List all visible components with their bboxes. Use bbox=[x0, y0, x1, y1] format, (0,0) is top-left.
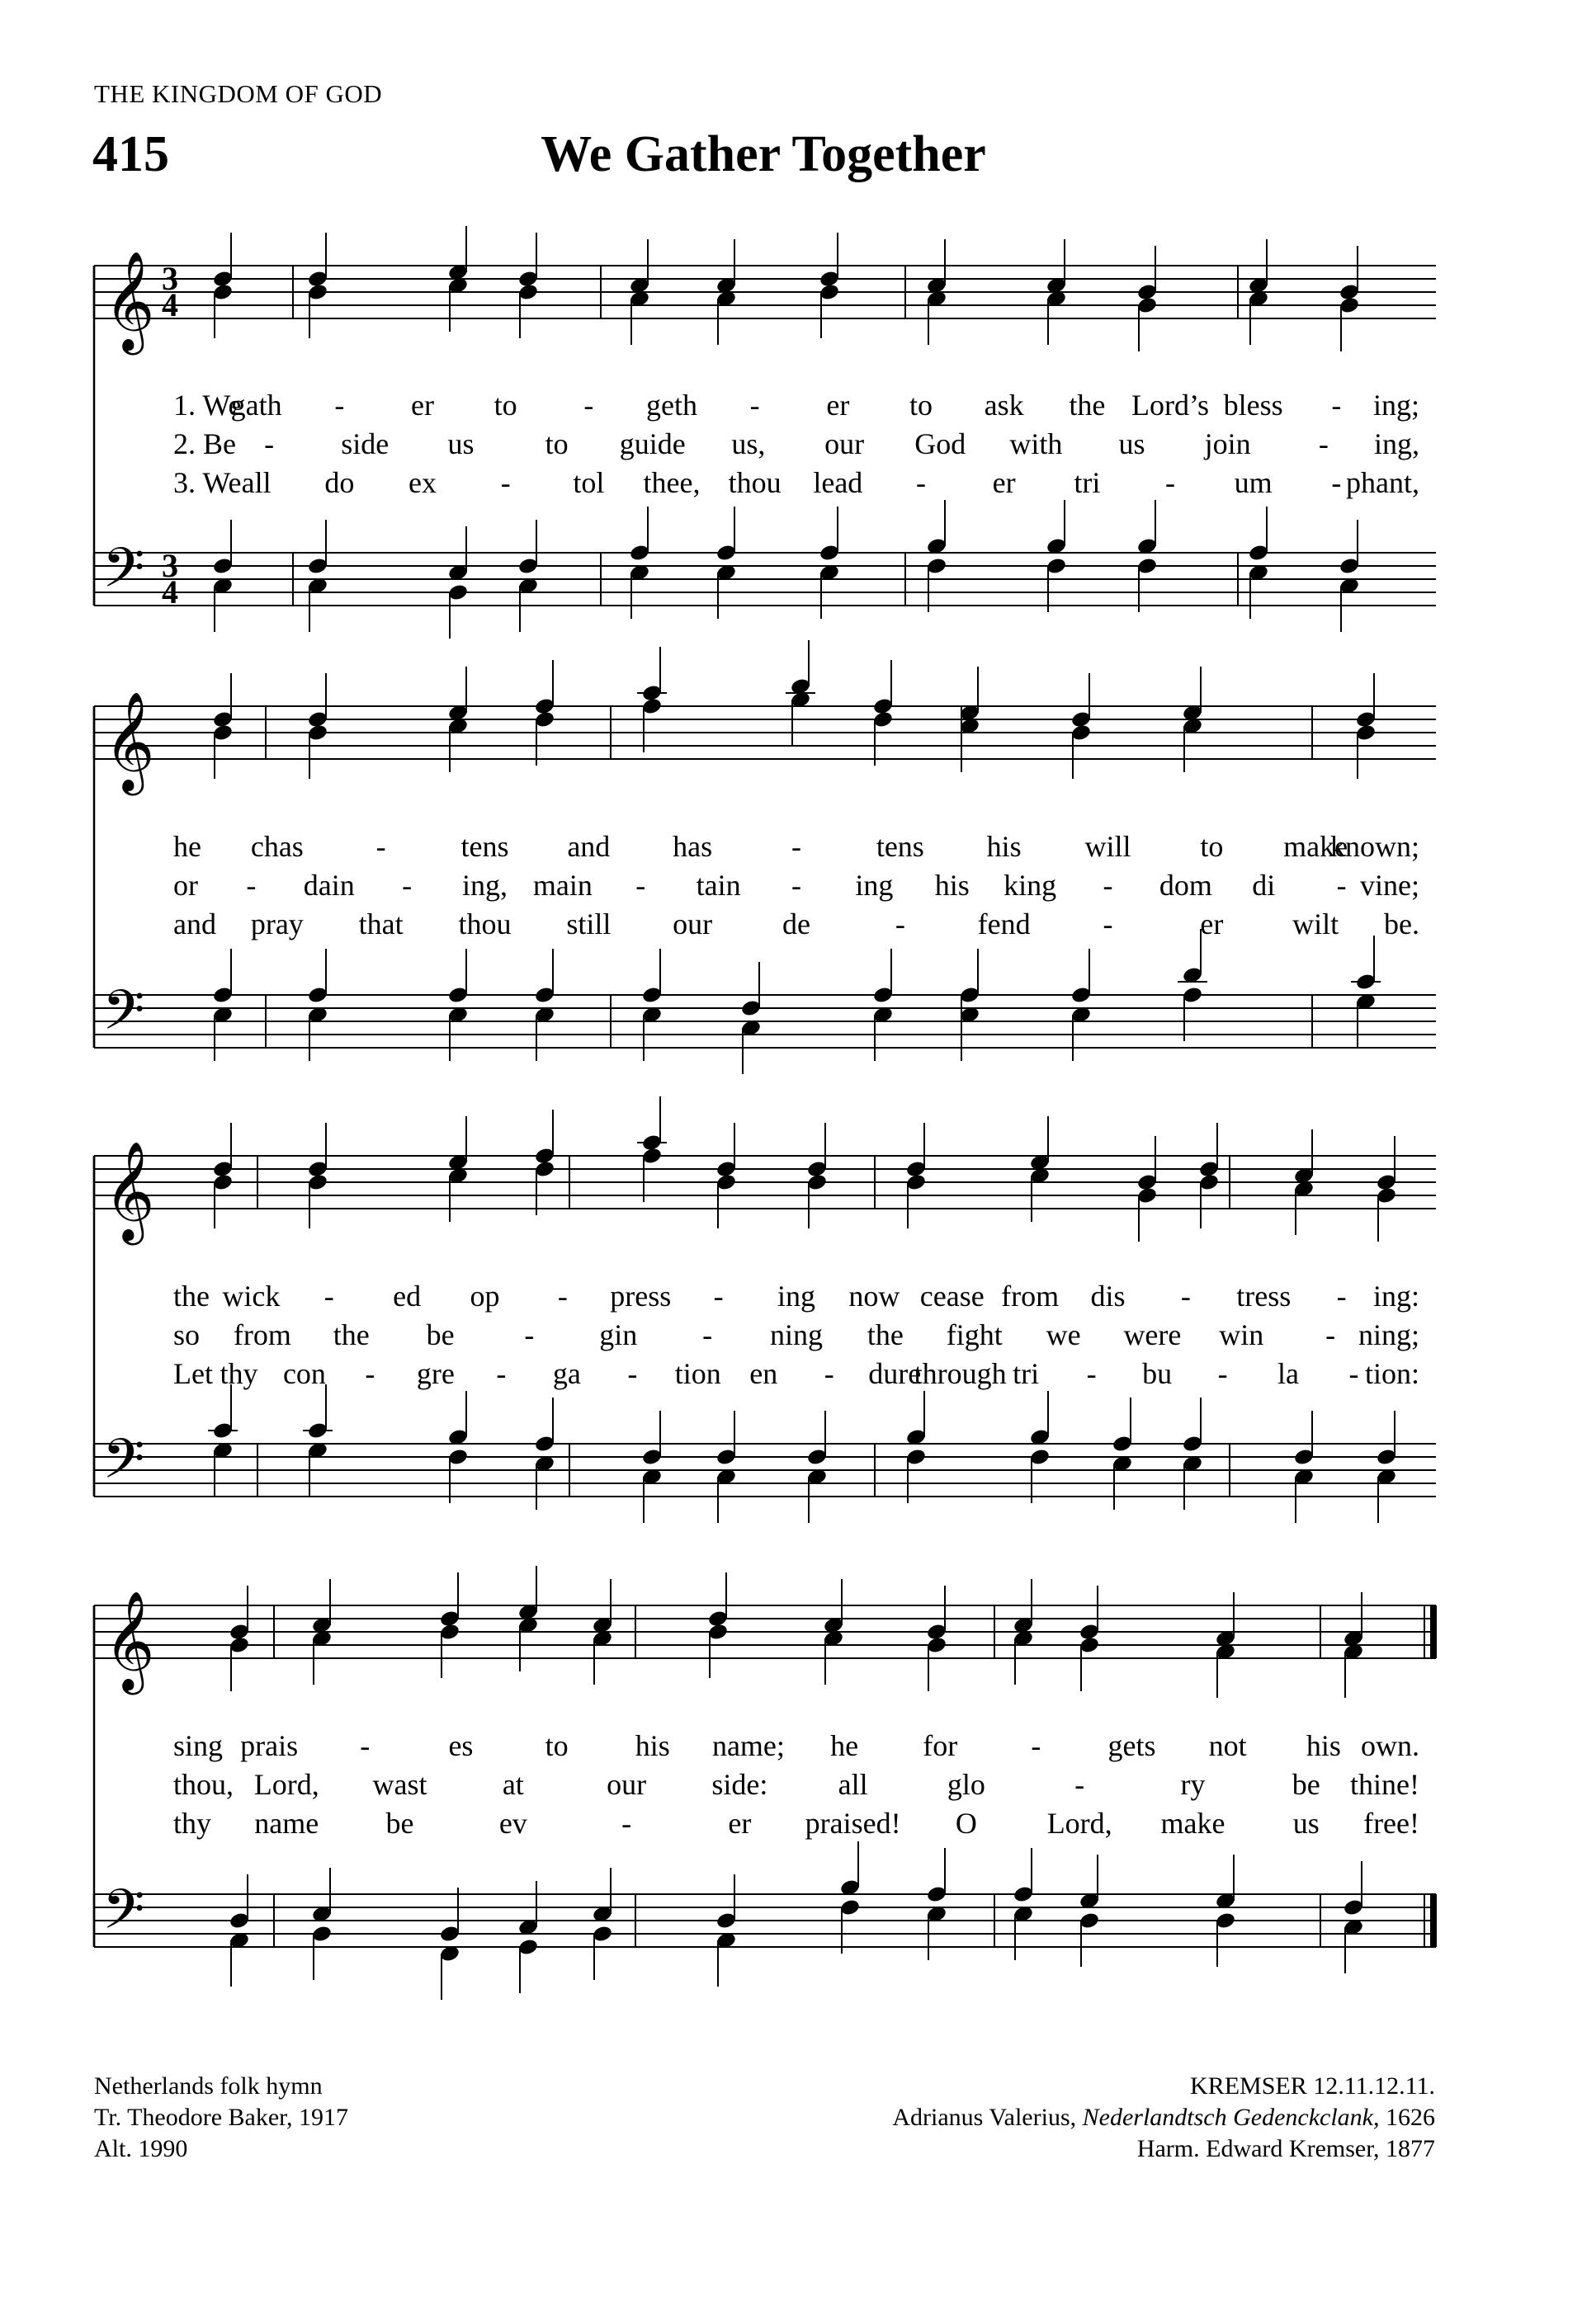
lyric-syllable: wast bbox=[372, 1768, 427, 1801]
credit-harmonizer: Harm. Edward Kremser, 1877 bbox=[1136, 2135, 1435, 2162]
credits-right bbox=[892, 2071, 1435, 2165]
lyric-syllable: Lord’s bbox=[1131, 389, 1209, 422]
lyric-hyphen: - bbox=[916, 466, 926, 499]
lyric-syllable: con bbox=[282, 1357, 326, 1390]
lyric-syllable: join bbox=[1204, 427, 1251, 460]
lyric-syllable: gets bbox=[1107, 1729, 1156, 1762]
lyric-syllable: tion: bbox=[1364, 1357, 1419, 1390]
lyric-syllable: dure bbox=[868, 1357, 922, 1390]
lyric-syllable: tress bbox=[1236, 1280, 1292, 1313]
lyric-syllable: not bbox=[1208, 1729, 1247, 1762]
lyric-hyphen: - bbox=[496, 1357, 507, 1390]
lyric-syllable: glo bbox=[947, 1768, 985, 1801]
lyric-syllable: cease bbox=[919, 1280, 985, 1313]
lyric-syllable: thou bbox=[728, 466, 782, 499]
lyric-syllable: win bbox=[1219, 1318, 1264, 1351]
hymn-title: We Gather Together bbox=[541, 126, 986, 182]
lyric-syllable: er bbox=[992, 466, 1016, 499]
lyric-syllable: make bbox=[1283, 830, 1348, 863]
lyric-syllable: will bbox=[1084, 830, 1131, 863]
treble-clef: 𝄞 bbox=[104, 695, 155, 790]
lyric-syllable: do bbox=[324, 466, 355, 499]
treble-clef: 𝄞 bbox=[104, 1144, 155, 1239]
credits-left bbox=[94, 2071, 348, 2165]
lyric-syllable: tens bbox=[460, 830, 509, 863]
lyric-syllable: and bbox=[173, 907, 216, 940]
lyric-syllable: free! bbox=[1363, 1807, 1419, 1840]
lyric-syllable: now bbox=[848, 1280, 900, 1313]
lyric-syllable: ing, bbox=[1373, 427, 1419, 460]
lyric-syllable: known; bbox=[1330, 830, 1419, 863]
lyric-syllable: thine! bbox=[1350, 1768, 1419, 1801]
lyric-syllable: he bbox=[173, 830, 201, 863]
hymn-number: 415 bbox=[92, 126, 169, 182]
lyric-syllable: fend bbox=[977, 907, 1031, 940]
lyric-hyphen: - bbox=[1031, 1729, 1041, 1762]
lyric-syllable: guide bbox=[619, 427, 686, 460]
lyric-syllable: his bbox=[1306, 1729, 1341, 1762]
lyric-syllable: to bbox=[909, 389, 933, 422]
credit-alteration: Alt. 1990 bbox=[94, 2135, 188, 2162]
lyric-syllable: Lord, bbox=[1046, 1807, 1112, 1840]
lyric-syllable: pray bbox=[250, 907, 304, 940]
lyric-syllable: er bbox=[411, 389, 434, 422]
lyric-hyphen: - bbox=[524, 1318, 535, 1351]
lyric-syllable: ing bbox=[777, 1280, 816, 1313]
lyric-syllable: phant, bbox=[1346, 466, 1419, 499]
lyric-syllable: to bbox=[493, 389, 517, 422]
time-signature-top: 3 bbox=[162, 260, 178, 297]
lyric-syllable: ex bbox=[408, 466, 437, 499]
lyric-syllable: gre bbox=[416, 1357, 455, 1390]
lyric-hyphen: - bbox=[1331, 389, 1342, 422]
lyric-syllable: er bbox=[728, 1807, 752, 1840]
bass-clef: 𝄢 bbox=[102, 982, 145, 1054]
bass-clef: 𝄢 bbox=[102, 1431, 145, 1503]
lyric-syllable: God bbox=[914, 427, 966, 460]
lyric-syllable: wilt bbox=[1292, 907, 1339, 940]
lyric-syllable: be bbox=[1292, 1768, 1320, 1801]
lyric-syllable: bu bbox=[1142, 1357, 1173, 1390]
time-signature-top: 3 bbox=[162, 547, 178, 584]
lyric-syllable: his bbox=[635, 1729, 670, 1762]
lyric-syllable: ning; bbox=[1358, 1318, 1419, 1351]
lyric-syllable: our bbox=[607, 1768, 647, 1801]
lyric-syllable: us, bbox=[731, 427, 766, 460]
lyric-syllable: ing: bbox=[1372, 1280, 1419, 1313]
lyric-hyphen: - bbox=[1086, 1357, 1097, 1390]
lyric-syllable: ask bbox=[984, 389, 1024, 422]
lyric-hyphen: - bbox=[557, 1280, 568, 1313]
lyric-syllable: bless bbox=[1223, 389, 1283, 422]
lyric-syllable: es bbox=[448, 1729, 474, 1762]
lyric-syllable: 3. We bbox=[173, 466, 242, 499]
lyric-syllable: were bbox=[1123, 1318, 1182, 1351]
lyric-syllable: gin bbox=[599, 1318, 638, 1351]
lyric-syllable: er bbox=[826, 389, 850, 422]
lyric-hyphen: - bbox=[895, 907, 905, 940]
lyric-syllable: tri bbox=[1074, 466, 1101, 499]
lyric-syllable: gath bbox=[230, 389, 282, 422]
time-signature-bottom: 4 bbox=[162, 286, 178, 323]
lyric-hyphen: - bbox=[791, 869, 801, 902]
lyric-syllable: his bbox=[934, 869, 970, 902]
credit-composer bbox=[892, 2102, 1435, 2133]
lyric-syllable: ga bbox=[552, 1357, 581, 1390]
treble-clef: 𝄞 bbox=[104, 1594, 155, 1689]
lyric-syllable: us bbox=[1118, 427, 1145, 460]
lyric-hyphen: - bbox=[1325, 1318, 1336, 1351]
lyric-syllable: thou, bbox=[173, 1768, 234, 1801]
lyric-syllable: ed bbox=[393, 1280, 422, 1313]
lyric-syllable: for bbox=[923, 1729, 958, 1762]
final-barline-thick bbox=[1430, 1894, 1437, 1947]
lyric-syllable: at bbox=[502, 1768, 524, 1801]
lyric-hyphen: - bbox=[824, 1357, 834, 1390]
lyric-hyphen: - bbox=[1318, 427, 1329, 460]
lyric-hyphen: - bbox=[500, 466, 511, 499]
lyric-hyphen: - bbox=[1336, 869, 1347, 902]
credit-composer-name: Adrianus Valerius, bbox=[892, 2104, 1083, 2131]
lyric-syllable: to bbox=[545, 427, 569, 460]
lyric-syllable: 1. We bbox=[173, 389, 242, 422]
lyric-syllable: press bbox=[610, 1280, 672, 1313]
lyric-syllable: di bbox=[1252, 869, 1276, 902]
lyric-syllable: us bbox=[447, 427, 475, 460]
credit-year: 1626 bbox=[1379, 2104, 1435, 2131]
lyric-syllable: the bbox=[867, 1318, 904, 1351]
lyric-syllable: name bbox=[254, 1807, 319, 1840]
lyric-syllable: still bbox=[566, 907, 612, 940]
lyric-syllable: de bbox=[782, 907, 810, 940]
lyric-hyphen: - bbox=[1074, 1768, 1085, 1801]
lyric-syllable: our bbox=[673, 907, 713, 940]
credit-collection: Nederlandtsch Gedenckclank, bbox=[1082, 2104, 1380, 2131]
section-heading: THE KINGDOM OF GOD bbox=[94, 79, 383, 108]
lyric-hyphen: - bbox=[621, 1807, 632, 1840]
lyric-hyphen: - bbox=[1348, 1357, 1359, 1390]
lyric-syllable: be. bbox=[1384, 907, 1419, 940]
lyric-syllable: geth bbox=[646, 389, 697, 422]
lyric-hyphen: - bbox=[1103, 907, 1113, 940]
lyric-syllable: lead bbox=[813, 466, 863, 499]
lyric-hyphen: - bbox=[1165, 466, 1175, 499]
lyric-syllable: through bbox=[914, 1357, 1007, 1390]
lyric-syllable: ing; bbox=[1372, 389, 1419, 422]
lyric-syllable: dain bbox=[303, 869, 355, 902]
lyric-syllable: or bbox=[173, 869, 198, 902]
lyric-syllable: be bbox=[385, 1807, 414, 1840]
lyric-syllable: his bbox=[986, 830, 1022, 863]
lyric-hyphen: - bbox=[334, 389, 345, 422]
lyric-syllable: tion bbox=[674, 1357, 721, 1390]
lyric-syllable: ev bbox=[498, 1807, 527, 1840]
lyric-syllable: tain bbox=[696, 869, 741, 902]
lyric-syllable: dom bbox=[1159, 869, 1212, 902]
lyric-syllable: main bbox=[532, 869, 593, 902]
lyric-syllable: Lord, bbox=[253, 1768, 319, 1801]
credit-translator: Tr. Theodore Baker, 1917 bbox=[94, 2104, 348, 2131]
time-signature-bottom: 4 bbox=[162, 573, 178, 610]
lyric-hyphen: - bbox=[246, 869, 257, 902]
lyric-syllable: dis bbox=[1090, 1280, 1126, 1313]
lyric-syllable: the bbox=[333, 1318, 370, 1351]
credit-source: Netherlands folk hymn bbox=[94, 2072, 323, 2100]
lyric-hyphen: - bbox=[1217, 1357, 1228, 1390]
lyric-hyphen: - bbox=[323, 1280, 334, 1313]
lyric-syllable: fight bbox=[946, 1318, 1003, 1351]
lyric-syllable: sing bbox=[173, 1729, 224, 1762]
lyric-syllable: name; bbox=[711, 1729, 785, 1762]
lyric-syllable: that bbox=[358, 907, 404, 940]
lyric-syllable: we bbox=[1046, 1318, 1081, 1351]
lyric-syllable: the bbox=[173, 1280, 210, 1313]
lyric-syllable: has bbox=[673, 830, 713, 863]
lyric-hyphen: - bbox=[1331, 466, 1342, 499]
lyric-syllable: chas bbox=[250, 830, 304, 863]
lyric-syllable: with bbox=[1009, 427, 1063, 460]
lyric-syllable: vine; bbox=[1360, 869, 1419, 902]
lyric-hyphen: - bbox=[264, 427, 275, 460]
lyric-syllable: to bbox=[1200, 830, 1224, 863]
lyric-syllable: praised! bbox=[805, 1807, 901, 1840]
lyric-syllable: all bbox=[838, 1768, 868, 1801]
lyric-hyphen: - bbox=[402, 869, 413, 902]
lyric-syllable: side bbox=[341, 427, 390, 460]
lyric-syllable: thee, bbox=[643, 466, 701, 499]
lyric-hyphen: - bbox=[375, 830, 386, 863]
lyric-syllable: thy bbox=[220, 1357, 258, 1390]
lyric-hyphen: - bbox=[1103, 869, 1113, 902]
bass-clef: 𝄢 bbox=[102, 540, 145, 612]
lyric-syllable: la bbox=[1277, 1357, 1300, 1390]
lyric-hyphen: - bbox=[365, 1357, 375, 1390]
lyric-hyphen: - bbox=[1336, 1280, 1347, 1313]
lyric-syllable: um bbox=[1234, 466, 1273, 499]
lyric-syllable: O bbox=[955, 1807, 977, 1840]
lyric-syllable: the bbox=[1069, 389, 1106, 422]
lyric-syllable: king bbox=[1004, 869, 1057, 902]
bass-clef: 𝄢 bbox=[102, 1881, 145, 1954]
lyric-syllable: ning bbox=[769, 1318, 824, 1351]
lyric-syllable: and bbox=[567, 830, 611, 863]
lyric-syllable: ing bbox=[855, 869, 894, 902]
lyric-syllable: he bbox=[830, 1729, 859, 1762]
lyric-syllable: side: bbox=[711, 1768, 768, 1801]
lyric-syllable: be bbox=[426, 1318, 455, 1351]
lyric-hyphen: - bbox=[583, 389, 594, 422]
lyric-syllable: so bbox=[173, 1318, 201, 1351]
lyric-syllable: tol bbox=[573, 466, 605, 499]
lyric-syllable: all bbox=[241, 466, 272, 499]
final-barline-thick bbox=[1430, 1605, 1437, 1658]
lyric-syllable: ry bbox=[1180, 1768, 1206, 1801]
lyric-hyphen: - bbox=[791, 830, 801, 863]
lyric-hyphen: - bbox=[360, 1729, 371, 1762]
lyric-syllable: Let bbox=[173, 1357, 213, 1390]
lyric-hyphen: - bbox=[627, 1357, 638, 1390]
lyric-hyphen: - bbox=[702, 1318, 713, 1351]
lyric-hyphen: - bbox=[1180, 1280, 1191, 1313]
lyric-syllable: wick bbox=[222, 1280, 281, 1313]
lyric-hyphen: - bbox=[749, 389, 760, 422]
lyric-syllable: er bbox=[1200, 907, 1224, 940]
lyric-syllable: 2. Be bbox=[173, 427, 236, 460]
lyric-syllable: en bbox=[749, 1357, 778, 1390]
lyric-syllable: thy bbox=[173, 1807, 212, 1840]
treble-clef: 𝄞 bbox=[104, 254, 155, 349]
lyric-syllable: prais bbox=[240, 1729, 299, 1762]
lyric-syllable: thou bbox=[458, 907, 512, 940]
lyric-syllable: from bbox=[233, 1318, 291, 1351]
lyric-syllable: tens bbox=[876, 830, 924, 863]
lyric-syllable: to bbox=[545, 1729, 569, 1762]
lyric-syllable: make bbox=[1160, 1807, 1225, 1840]
lyric-syllable: own. bbox=[1361, 1729, 1419, 1762]
lyric-hyphen: - bbox=[635, 869, 646, 902]
lyric-syllable: from bbox=[1001, 1280, 1060, 1313]
lyric-syllable: us bbox=[1292, 1807, 1320, 1840]
lyric-hyphen: - bbox=[713, 1280, 724, 1313]
credit-tune: KREMSER 12.11.12.11. bbox=[1190, 2072, 1435, 2100]
lyric-syllable: op bbox=[470, 1280, 500, 1313]
lyric-syllable: tri bbox=[1013, 1357, 1040, 1390]
lyric-syllable: ing, bbox=[461, 869, 508, 902]
lyric-syllable: our bbox=[824, 427, 865, 460]
